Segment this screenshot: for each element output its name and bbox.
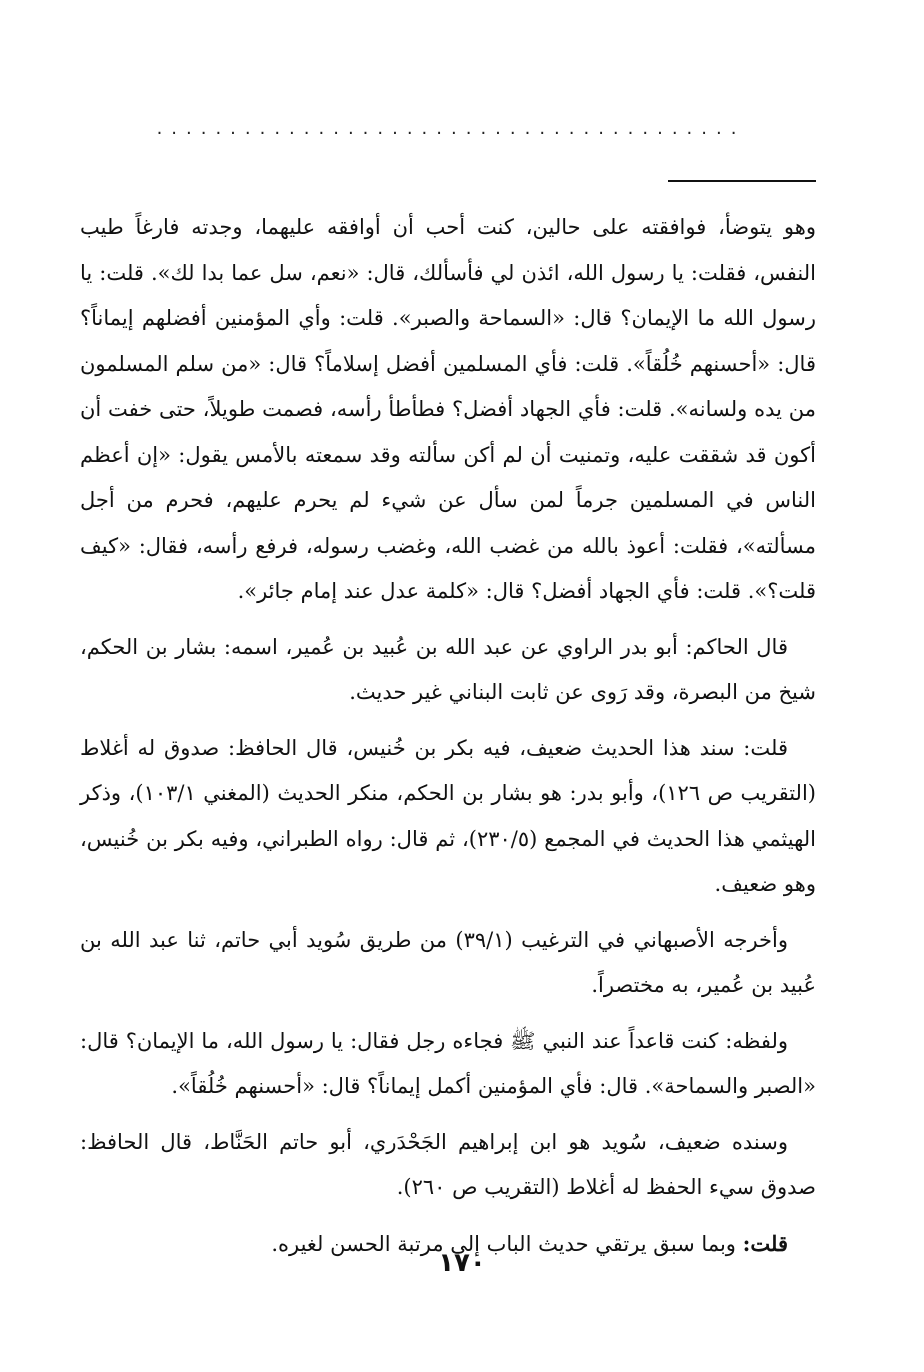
footnote-rule (668, 180, 816, 182)
page-number: ١٧٠ (438, 1248, 486, 1278)
paragraph-asbahani: وأخرجه الأصبهاني في الترغيب (٣٩/١) من طريق سُويد أبي حاتم، ثنا عبد الله بن عُبيد بن عُمير، به مختصراً. (80, 927, 816, 997)
paragraph-lafzuhu: ولفظه: كنت قاعداً عند النبي ﷺ فجاءه رجل فقال: يا رسول الله، ما الإيمان؟ قال: «الصبر والسماحة». قال: فأي المؤمنين أكمل إيماناً؟ قال: «أحسنهم خُلُقاً». (80, 1028, 816, 1098)
dotted-separator: ........................................ (156, 118, 746, 139)
paragraph-sanad: قلت: سند هذا الحديث ضعيف، فيه بكر بن خُنيس، قال الحافظ: صدوق له أغلاط (التقريب ص ١٢٦)، وأبو بدر: هو بشار بن الحكم، منكر الحديث (المغني ١٠٣/١)، وذكر الهيثمي هذا الحديث في المجمع (٢٣٠/٥)، ثم قال: رواه الطبراني، وفيه بكر بن خُنيس، وهو ضعيف. (80, 735, 816, 896)
paragraph-sanaduhu: وسنده ضعيف، سُويد هو ابن إبراهيم الجَحْدَري، أبو حاتم الحَنَّاط، قال الحافظ: صدوق سيء الحفظ له أغلاط (التقريب ص ٢٦٠). (80, 1129, 816, 1199)
paragraph-hakim: قال الحاكم: أبو بدر الراوي عن عبد الله بن عُبيد بن عُمير، اسمه: بشار بن الحكم، شيخ من البصرة، وقد رَوى عن ثابت البناني غير حديث. (80, 634, 816, 704)
page-body (80, 205, 816, 1267)
conclusion-text: وبما سبق يرتقي حديث الباب إلى مرتبة الحسن لغيره. (271, 1231, 743, 1256)
conclusion-lead: قلت: (742, 1230, 788, 1256)
paragraph-hadith-text: وهو يتوضأ، فوافقته على حالين، كنت أحب أن أوافقه عليهما، وجدته فارغاً طيب النفس، فقلت: يا رسول الله، ائذن لي فأسألك، قال: «نعم، سل عما بدا لك». قلت: يا رسول الله ما الإيمان؟ قال: «السماحة والصبر». قلت: وأي المؤمنين أفضلهم إيماناً؟ قال: «أحسنهم خُلُقاً». قلت: فأي المسلمين أفضل إسلاماً؟ قال: «من سلم المسلمون من يده ولسانه». قلت: فأي الجهاد أفضل؟ فطأطأ رأسه، فصمت طويلاً، حتى خفت أن أكون قد شققت عليه، وتمنيت أن لم أكن سألته وقد سمعته بالأمس يقول: «إن أعظم الناس في المسلمين جرماً لمن سأل عن شيء لم يحرم عليهم، فحرم من أجل مسألته»، فقلت: أعوذ بالله من غضب الله، وغضب رسوله، فرفع رأسه، فقال: «كيف قلت؟». قلت: فأي الجهاد أفضل؟ قال: «كلمة عدل عند إمام جائر». (80, 215, 816, 603)
